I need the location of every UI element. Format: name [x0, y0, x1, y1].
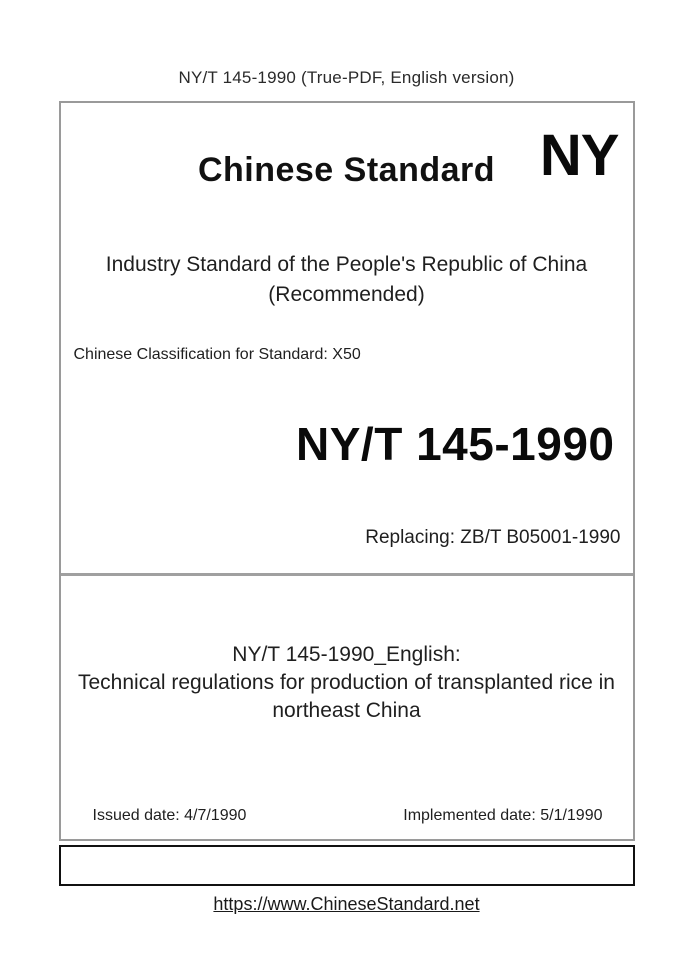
english-title-line3: northeast China: [272, 699, 421, 722]
replacing-note: Replacing: ZB/T B05001-1990: [365, 527, 621, 548]
standard-number: NY/T 145-1990: [296, 418, 615, 470]
brand-title: Chinese Standard: [197, 151, 496, 189]
standard-recommended-line: (Recommended): [268, 283, 425, 306]
footer: [0, 894, 693, 915]
standard-cover-box: [59, 101, 635, 841]
dates-row: [61, 807, 633, 825]
page-header-title: NY/T 145-1990 (True-PDF, English version): [178, 68, 515, 87]
standard-body-logo: NY: [539, 123, 619, 188]
section-divider: [61, 573, 633, 576]
issued-date: Issued date: 4/7/1990: [92, 807, 247, 824]
english-title-line1: NY/T 145-1990_English:: [232, 643, 461, 666]
website-link[interactable]: https://www.ChineseStandard.net: [213, 894, 480, 914]
empty-footer-box: [59, 845, 635, 886]
english-title-line2: Technical regulations for production of transplanted rice in: [78, 671, 615, 694]
standard-type-line: Industry Standard of the People's Republic of China: [105, 253, 588, 276]
classification-code: Chinese Classification for Standard: X50: [73, 346, 361, 363]
english-title-block: [61, 641, 633, 725]
implemented-date: Implemented date: 5/1/1990: [403, 807, 603, 824]
